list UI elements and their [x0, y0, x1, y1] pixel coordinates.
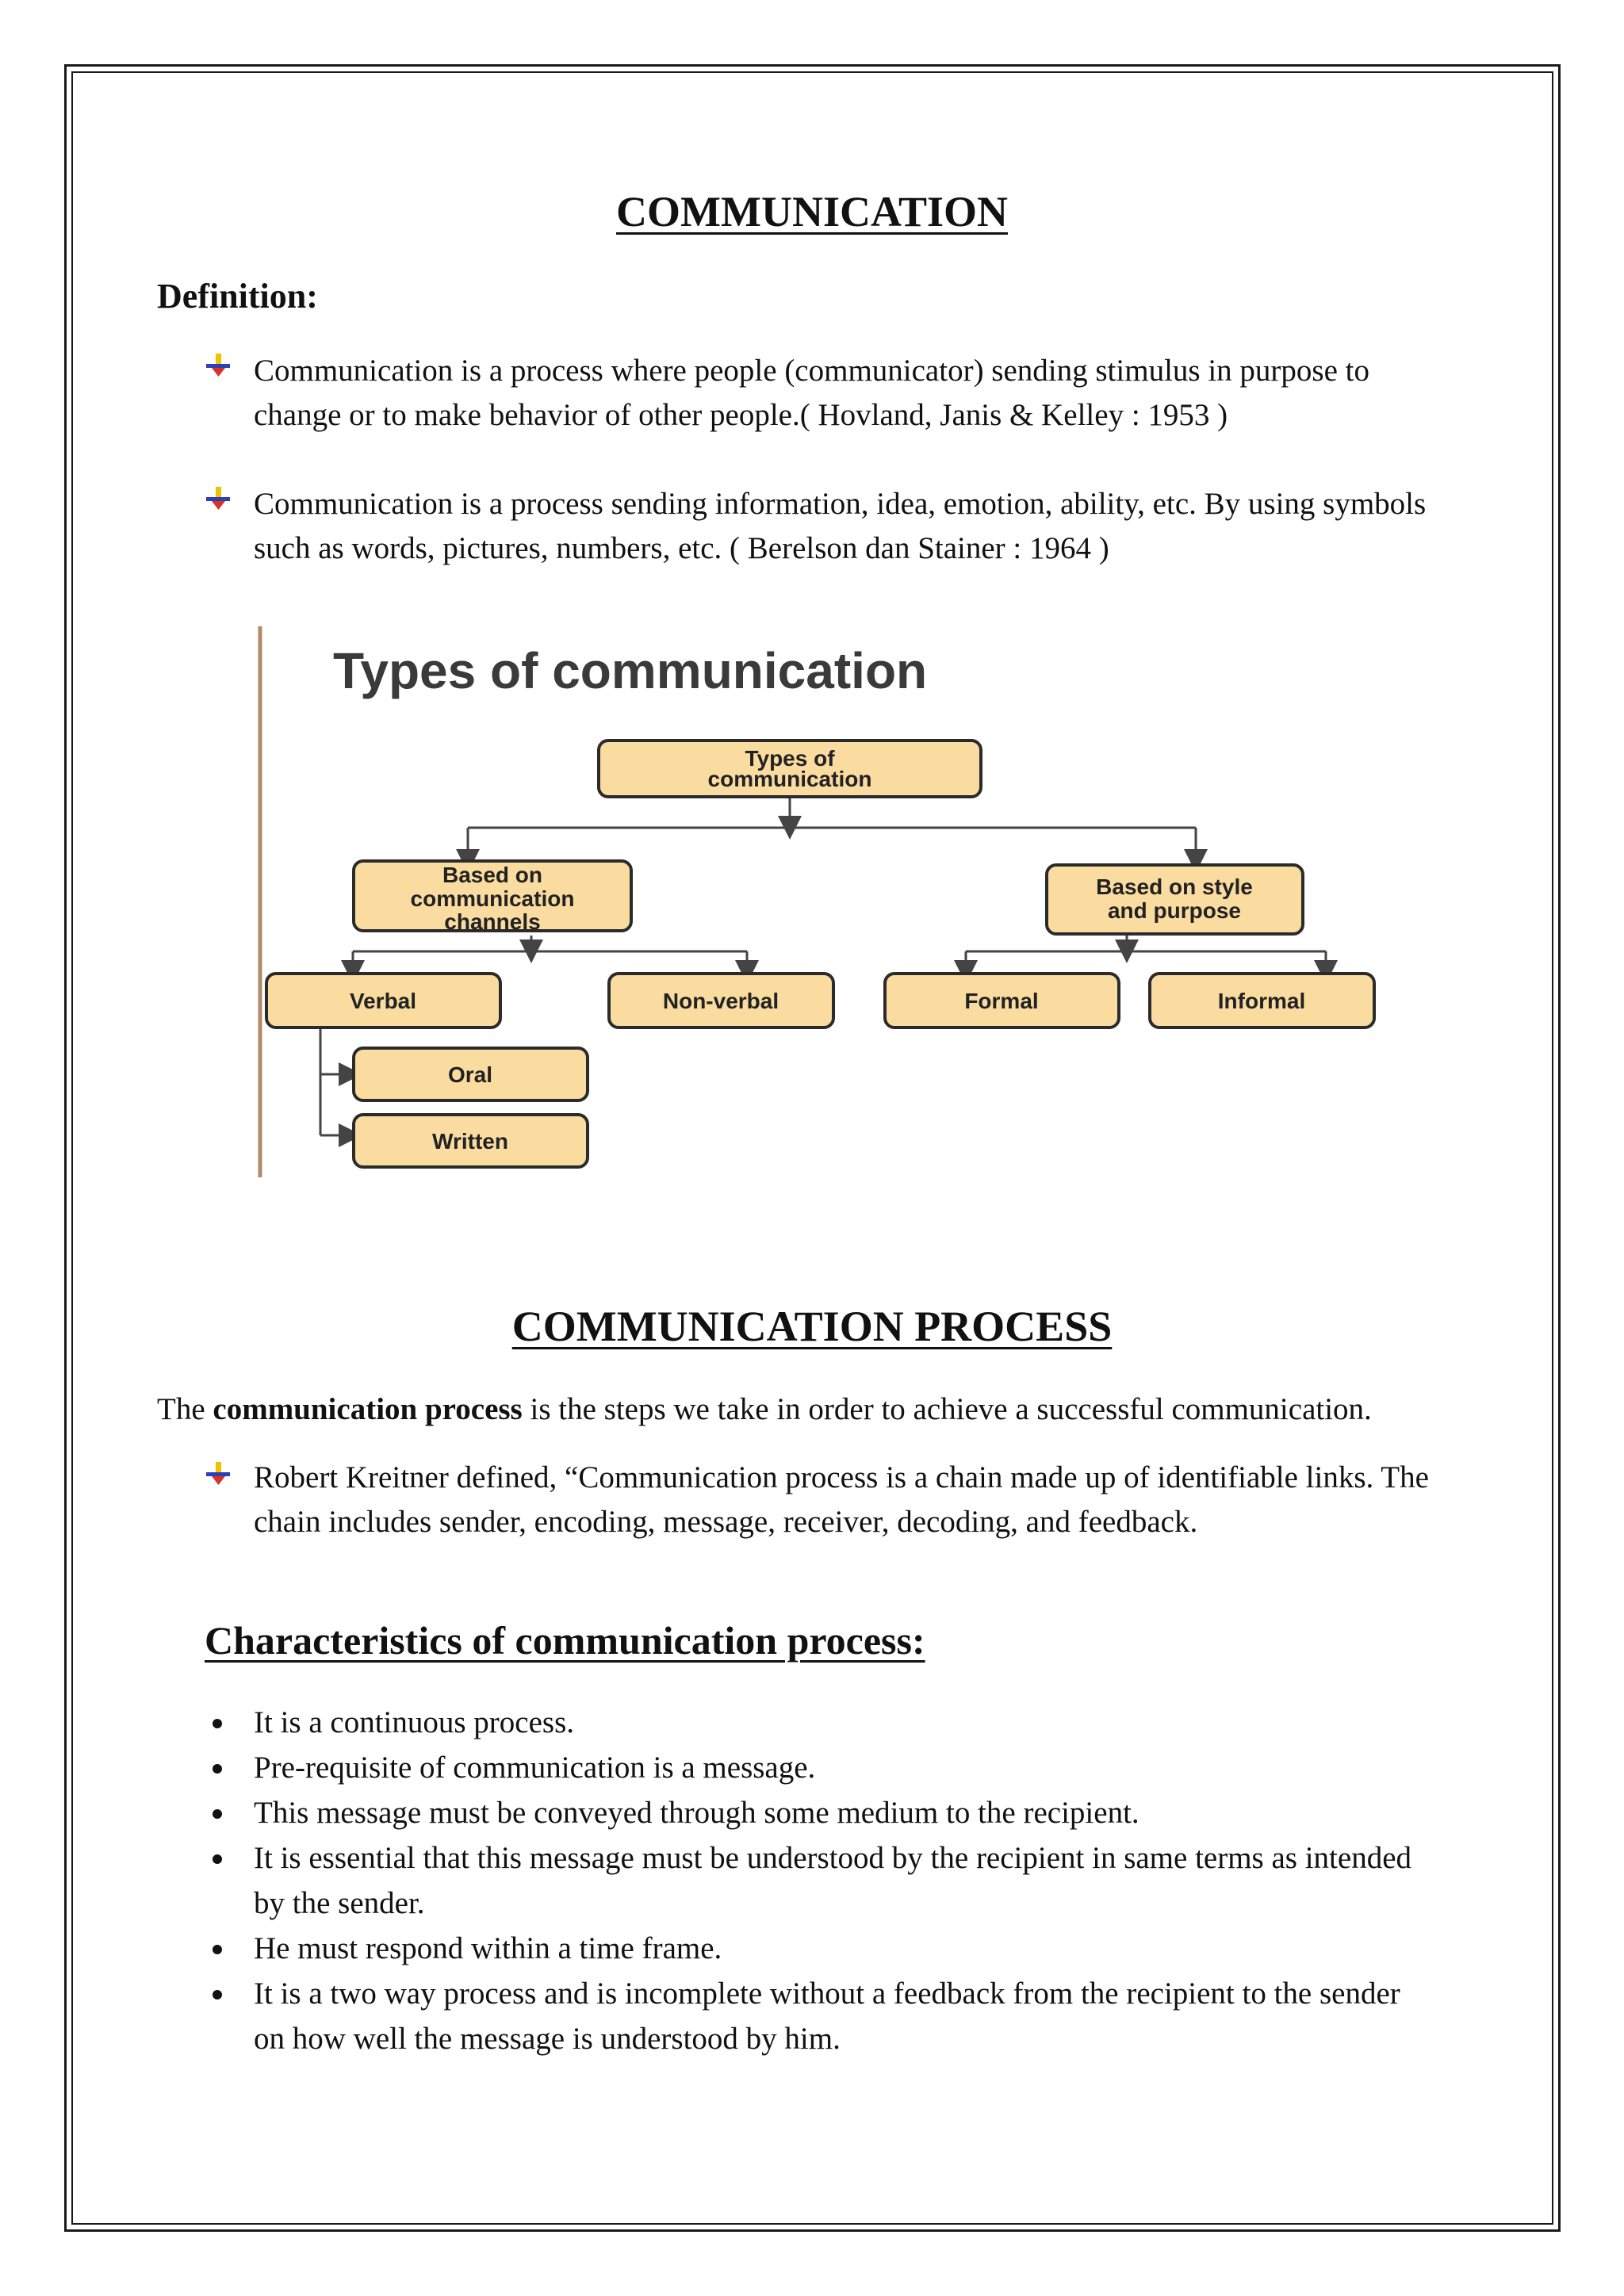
label-based-on-style: Based on style: [1096, 874, 1253, 899]
definition-1: [254, 349, 1507, 438]
diagram-title: Types of communication: [333, 642, 928, 699]
process-intro-bold: communication process: [213, 1392, 523, 1426]
list-bullet-icon: [213, 1990, 222, 1999]
page-title: COMMUNICATION: [616, 188, 1008, 235]
list-item-continuation: by the sender.: [254, 1886, 425, 1920]
label-communication-2: communication: [410, 886, 575, 911]
types-of-communication-diagram: [254, 618, 1411, 1189]
kreitner-line-1: Robert Kreitner defined, “Communication process is a chain made up of identifiable links. The: [254, 1460, 1429, 1494]
label-types-of: Types of: [745, 746, 835, 771]
label-based-on: Based on: [442, 863, 543, 887]
label-formal: Formal: [964, 989, 1039, 1013]
list-bullet-icon: [213, 1945, 222, 1954]
label-and-purpose: and purpose: [1107, 898, 1242, 923]
process-intro: [157, 1387, 1505, 1432]
process-intro-pre: The: [157, 1392, 213, 1426]
label-oral: Oral: [447, 1062, 493, 1087]
arrow-bullet-icon: [205, 1460, 232, 1487]
list-item: Pre-requisite of communication is a message.: [254, 1751, 816, 1785]
list-item: It is a continuous process.: [254, 1705, 575, 1739]
label-channels: channels: [444, 909, 541, 934]
characteristics-heading: Characteristics of communication process:: [205, 1618, 925, 1663]
arrow-bullet-icon: [205, 485, 232, 512]
list-bullet-icon: [213, 1764, 222, 1774]
definition-2-line-2: such as words, pictures, numbers, etc. ( Berelson dan Stainer : 1964 ): [254, 531, 1109, 565]
list-bullet-icon: [213, 1854, 222, 1864]
kreitner-definition: [254, 1456, 1515, 1544]
label-informal: Informal: [1217, 989, 1306, 1013]
kreitner-line-2: chain includes sender, encoding, message, receiver, decoding, and feedback.: [254, 1505, 1198, 1539]
list-item: It is essential that this message must be understood by the recipient in same terms as intended: [254, 1841, 1412, 1875]
list-bullet-icon: [213, 1809, 222, 1819]
list-item: He must respond within a time frame.: [254, 1931, 722, 1965]
definition-2: [254, 482, 1507, 571]
list-item-continuation: on how well the message is understood by him.: [254, 2022, 841, 2056]
list-item: It is a two way process and is incomplete without a feedback from the recipient to the sender: [254, 1976, 1400, 2011]
definition-1-line-2: change or to make behavior of other people.( Hovland, Janis & Kelley : 1953 ): [254, 398, 1228, 432]
list-bullet-icon: [213, 1719, 222, 1728]
list-item: This message must be conveyed through some medium to the recipient.: [254, 1796, 1139, 1830]
definition-heading: Definition:: [157, 277, 318, 316]
process-title: COMMUNICATION PROCESS: [511, 1303, 1113, 1350]
definition-2-line-1: Communication is a process sending information, idea, emotion, ability, etc. By using symbols: [254, 487, 1427, 521]
label-written: Written: [432, 1129, 508, 1154]
definition-1-line-1: Communication is a process where people (communicator) sending stimulus in purpose to: [254, 354, 1369, 388]
label-verbal: Verbal: [349, 989, 417, 1013]
label-nonverbal: Non-verbal: [662, 989, 779, 1013]
process-intro-post: is the steps we take in order to achieve a successful communication.: [522, 1392, 1372, 1426]
arrow-bullet-icon: [205, 352, 232, 379]
label-communication: communication: [707, 767, 872, 791]
